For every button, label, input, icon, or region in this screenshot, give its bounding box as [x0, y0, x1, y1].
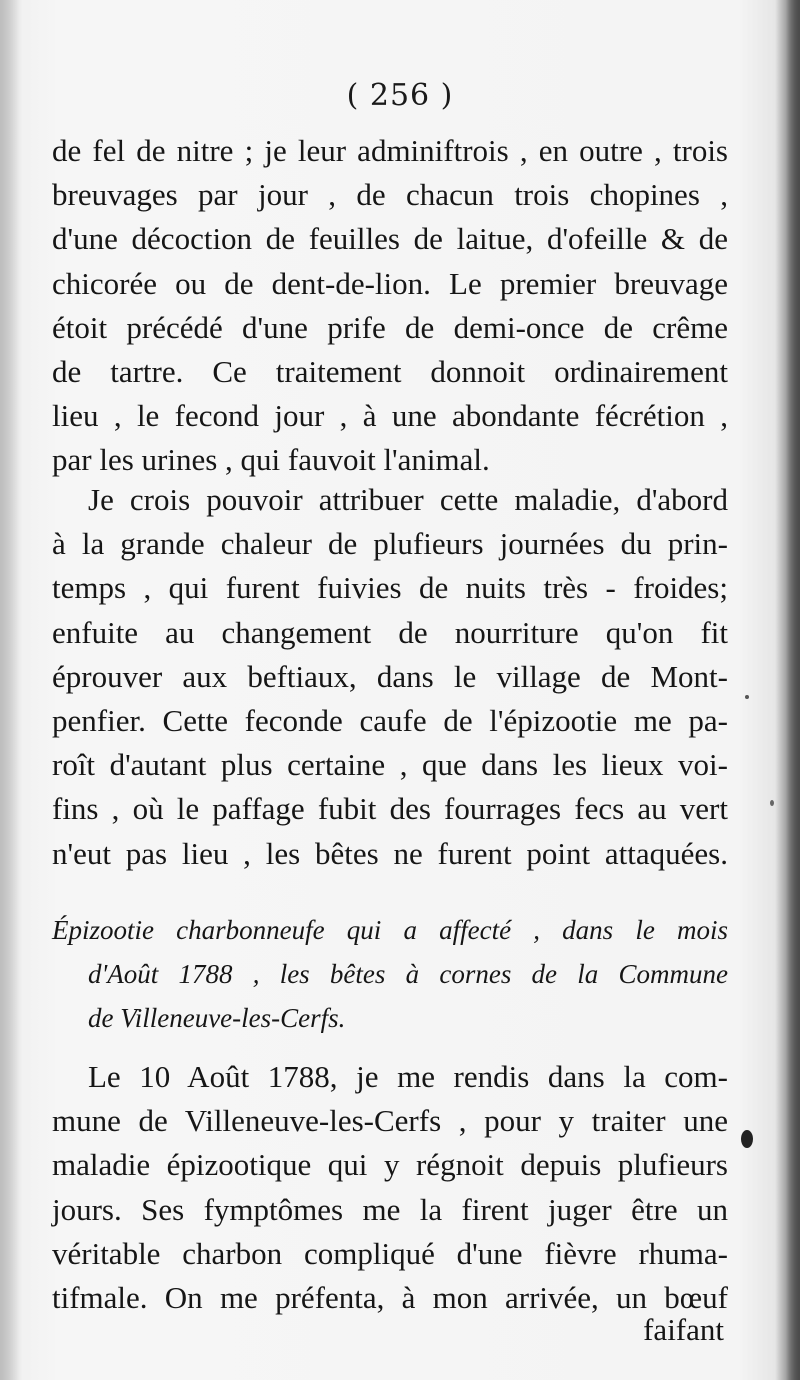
heading-line: Épizootie charbonneufe qui a affecté , dans le mois [52, 915, 728, 945]
catchword: faifant [643, 1312, 724, 1347]
text-line: de fel de nitre ; je leur adminiftrois , en outre , trois [52, 133, 728, 168]
paragraph-3 [52, 1055, 728, 1320]
text-line: lieu , le fecond jour , à une abondante fécrétion , [52, 398, 728, 434]
text-line: penfier. Cette feconde caufe de l'épizootie me pa- [52, 702, 728, 738]
text-line: temps , qui furent fuivies de nuits très - froides; [52, 570, 728, 606]
text-line: chicorée ou de dent-de-lion. Le premier breuvage [52, 265, 728, 301]
heading-line: d'Août 1788 , les bêtes à cornes de la Commune [88, 959, 728, 989]
page-gutter-shadow [0, 0, 22, 1380]
heading-line: de Villeneuve-les-Cerfs. [88, 1003, 346, 1033]
paragraph-2 [52, 478, 728, 876]
text-line: roît d'autant plus certaine , que dans les lieux voi- [52, 747, 728, 783]
text-line: fins , où le paffage fubit des fourrages fecs au vert [52, 791, 728, 827]
text-line: maladie épizootique qui y régnoit depuis plufieurs [52, 1147, 728, 1183]
text-line: véritable charbon compliqué d'une fièvre rhuma- [52, 1235, 728, 1271]
paragraph-1 [52, 129, 728, 483]
section-heading [52, 908, 728, 1040]
text-line: Le 10 Août 1788, je me rendis dans la com- [88, 1059, 728, 1094]
page-number: ( 256 ) [346, 78, 454, 113]
text-line: Je crois pouvoir attribuer cette maladie, d'abord [88, 482, 728, 517]
text-line: breuvages par jour , de chacun trois chopines , [52, 177, 728, 213]
text-line: éprouver aux beftiaux, dans le village de Mont- [52, 658, 728, 694]
text-line: d'une décoction de feuilles de laitue, d'ofeille & de [52, 221, 728, 257]
text-line: étoit précédé d'une prife de demi-once de crême [52, 309, 728, 345]
ink-speck [770, 800, 774, 806]
ink-speck [741, 1130, 753, 1148]
text-line: à la grande chaleur de plufieurs journées du prin- [52, 526, 728, 562]
text-line: enfuite au changement de nourriture qu'on fit [52, 614, 728, 650]
ink-speck [745, 695, 749, 699]
text-line: de tartre. Ce traitement donnoit ordinairement [52, 353, 728, 389]
text-line: mune de Villeneuve-les-Cerfs , pour y traiter une [52, 1103, 728, 1139]
text-line: jours. Ses fymptômes me la firent juger être un [52, 1191, 728, 1227]
text-line: tifmale. On me préfenta, à mon arrivée, un bœuf [52, 1279, 728, 1315]
text-line: n'eut pas lieu , les bêtes ne furent point attaquées. [52, 835, 728, 871]
page-edge-shadow [786, 0, 800, 1380]
text-line: par les urines , qui fauvoit l'animal. [52, 442, 490, 478]
